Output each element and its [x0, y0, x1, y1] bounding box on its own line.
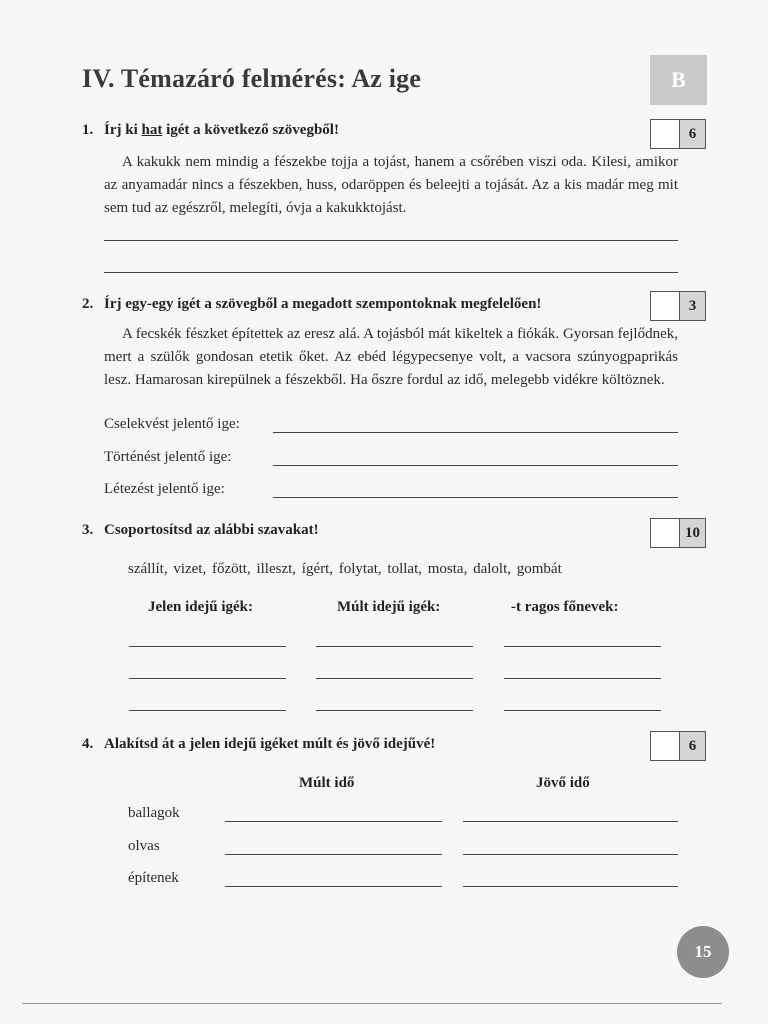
- answer-line[interactable]: [504, 678, 661, 679]
- task-2-title-text: Írj egy-egy igét a szövegből a megadott szempontoknak megfelelően!: [104, 296, 542, 312]
- task-4-title-text: Alakítsd át a jelen idejű igéket múlt és jövő idejűvé!: [104, 736, 436, 752]
- answer-line[interactable]: [316, 646, 473, 647]
- column-t-nouns: -t ragos főnevek:: [511, 599, 619, 615]
- task-4-number: 4.: [82, 736, 94, 752]
- task-2-title: [82, 296, 541, 313]
- verb-epitenek: építenek: [128, 870, 179, 886]
- task-4-title: [82, 736, 435, 753]
- answer-line[interactable]: [273, 432, 678, 433]
- task-3-title-text: Csoportosítsd az alábbi szavakat!: [104, 522, 319, 538]
- score-entry-field[interactable]: [651, 519, 680, 547]
- max-points: 6: [680, 120, 705, 148]
- column-past-verbs: Múlt idejű igék:: [337, 599, 441, 615]
- label-action-verb: Cselekvést jelentő ige:: [104, 416, 240, 432]
- answer-line[interactable]: [225, 821, 442, 822]
- task-1-score-box: [650, 119, 706, 149]
- verb-ballagok: ballagok: [128, 805, 180, 821]
- version-badge: B: [650, 55, 707, 105]
- answer-line[interactable]: [225, 886, 442, 887]
- task-1-title-underlined: hat: [141, 122, 163, 138]
- answer-line[interactable]: [273, 465, 678, 466]
- task-3-title: [82, 522, 319, 539]
- answer-line[interactable]: [129, 646, 286, 647]
- answer-line[interactable]: [463, 821, 678, 822]
- task-1-number: 1.: [82, 122, 94, 138]
- task-3-score-box: [650, 518, 706, 548]
- score-entry-field[interactable]: [651, 732, 680, 760]
- max-points: 3: [680, 292, 705, 320]
- answer-line[interactable]: [316, 710, 473, 711]
- task-1-paragraph: A kakukk nem mindig a fészekbe tojja a tojást, hanem a csőrében viszi oda. Kilesi, amikor az anyamadár nincs a fészekben, huss, odaröppen és beleejti a tojását. Az a kis madár meg mit sem tud az egészről, melegíti, óvja a kakukktojást.: [104, 154, 678, 216]
- task-4-score-box: [650, 731, 706, 761]
- task-3-number: 3.: [82, 522, 94, 538]
- task-1-title-start: Írj ki: [104, 122, 142, 138]
- task-2-score-box: [650, 291, 706, 321]
- verb-olvas: olvas: [128, 838, 160, 854]
- column-future-tense: Jövő idő: [536, 775, 590, 791]
- answer-line[interactable]: [316, 678, 473, 679]
- answer-line[interactable]: [104, 272, 678, 273]
- score-entry-field[interactable]: [651, 292, 680, 320]
- answer-line[interactable]: [104, 240, 678, 241]
- column-present-verbs: Jelen idejű igék:: [148, 599, 253, 615]
- label-existence-verb: Létezést jelentő ige:: [104, 481, 225, 497]
- task-2-paragraph: A fecskék fészket építettek az eresz alá. A tojásból mát kikeltek a fiókák. Gyorsan fejlődnek, mert a szülők gondosan etetik őket. Az ebéd légypecsenye volt, a vacsora szúnyogpaprikás lesz. Hamarosan kirepülnek a fészekből. Ha őszre fordul az idő, melegebb vidékre költöznek.: [104, 326, 678, 388]
- max-points: 10: [680, 519, 705, 547]
- answer-line[interactable]: [463, 854, 678, 855]
- score-entry-field[interactable]: [651, 120, 680, 148]
- answer-line[interactable]: [504, 710, 661, 711]
- max-points: 6: [680, 732, 705, 760]
- answer-line[interactable]: [129, 678, 286, 679]
- column-past-tense: Múlt idő: [299, 775, 355, 791]
- answer-line[interactable]: [225, 854, 442, 855]
- word-list: szállít, vizet, főzött, illeszt, ígért, folytat, tollat, mosta, dalolt, gombát: [128, 561, 562, 577]
- label-event-verb: Történést jelentő ige:: [104, 449, 232, 465]
- page-number: 15: [677, 926, 729, 978]
- answer-line[interactable]: [273, 497, 678, 498]
- task-1-text: [104, 151, 678, 220]
- page-title: IV. Témazáró felmérés: Az ige: [82, 64, 422, 93]
- task-2-number: 2.: [82, 296, 94, 312]
- page-edge-divider: [22, 1003, 722, 1004]
- task-1-title: [82, 122, 339, 139]
- task-2-text: [104, 323, 678, 392]
- answer-line[interactable]: [504, 646, 661, 647]
- task-1-title-end: igét a következő szövegből!: [162, 122, 339, 138]
- answer-line[interactable]: [463, 886, 678, 887]
- answer-line[interactable]: [129, 710, 286, 711]
